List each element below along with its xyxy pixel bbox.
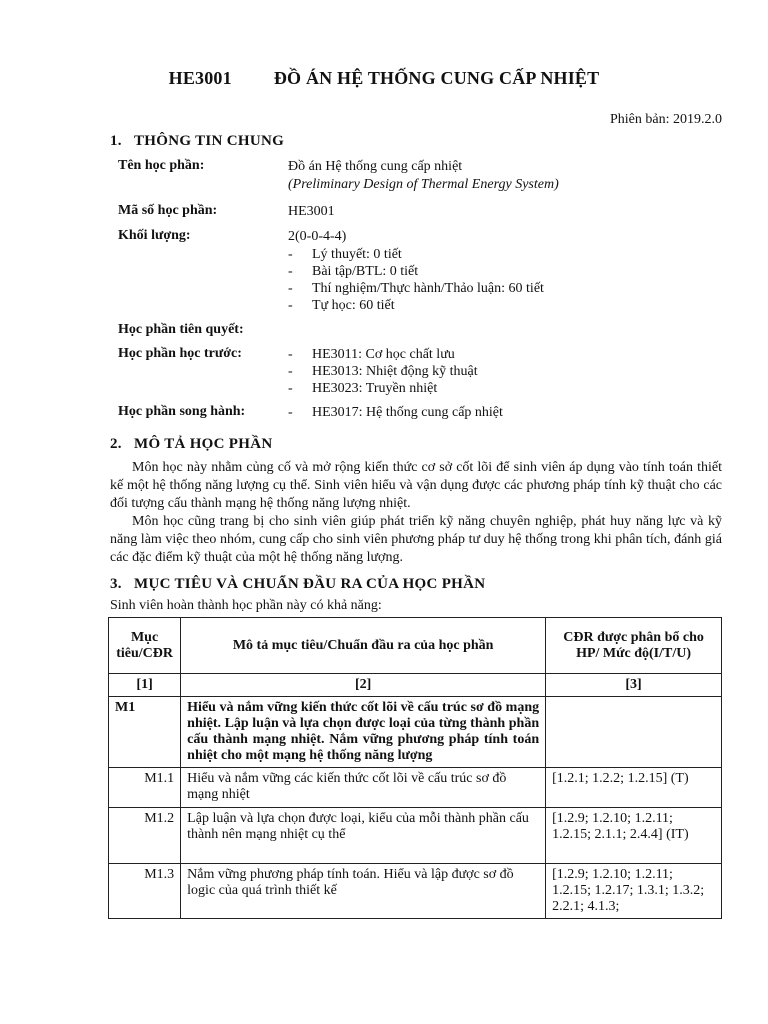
table-row xyxy=(109,864,722,919)
objective-mapping: [1.2.1; 1.2.2; 1.2.15] (T) xyxy=(546,768,722,808)
objective-mapping xyxy=(546,697,722,768)
section-2-heading xyxy=(110,436,273,453)
table-row xyxy=(109,768,722,808)
field-value: HE3001 xyxy=(288,204,335,219)
workload-value: 2(0-0-4-4) xyxy=(288,229,347,244)
list-item: - HE3013: Nhiệt động kỹ thuật xyxy=(288,363,738,380)
objective-description: Hiểu và nắm vững kiến thức cốt lõi về cấu trúc sơ đồ mạng nhiệt. Lập luận và lựa chọn được loại của từng thành phần cấu thành mạng nhiệt. Nắm vững phương pháp tính toán nhiệt cho một mạng hệ thống năng lượng xyxy=(181,697,546,768)
objective-code: M1.2 xyxy=(109,808,181,864)
field-value xyxy=(288,158,738,193)
column-header-code: Mục tiêu/CĐR xyxy=(109,618,181,674)
list-item: - Bài tập/BTL: 0 tiết xyxy=(288,263,738,280)
list-item: - Tự học: 60 tiết xyxy=(288,297,738,314)
section-number: 1. xyxy=(110,133,122,149)
field-label: Khối lượng: xyxy=(118,228,191,243)
workload-list xyxy=(288,246,738,314)
section-title: MÔ TẢ HỌC PHẦN xyxy=(134,436,273,452)
field-value xyxy=(288,404,738,421)
parallel-courses-list xyxy=(288,404,738,421)
course-name: Đồ án Hệ thống cung cấp nhiệt xyxy=(288,159,463,174)
objective-description: Hiểu và nắm vững các kiến thức cốt lõi về cấu trúc sơ đồ mạng nhiệt xyxy=(181,768,546,808)
field-label: Học phần song hành: xyxy=(118,404,246,419)
objective-code: M1.3 xyxy=(109,864,181,919)
field-label: Học phần học trước: xyxy=(118,346,242,361)
table-header-row xyxy=(109,618,722,674)
index-cell: [2] xyxy=(181,674,546,697)
objective-description: Nắm vững phương pháp tính toán. Hiểu và lập được sơ đồ logic của quá trình thiết kế xyxy=(181,864,546,919)
version-label: Phiên bản: 2019.2.0 xyxy=(610,112,722,127)
section-title: THÔNG TIN CHUNG xyxy=(134,133,285,149)
field-value xyxy=(288,228,738,314)
section-1-heading xyxy=(110,133,284,150)
description-paragraph-2: Môn học cũng trang bị cho sinh viên giúp phát triển kỹ năng chuyên nghiệp, phát huy năng lực và kỹ năng làm việc theo nhóm, cung cấp cho sinh viên phương pháp tư duy hệ thống trong khi phân tích, đánh giá các đặc điểm kỹ thuật của một hệ thống năng lượng. xyxy=(110,514,722,565)
section-intro: Sinh viên hoàn thành học phần này có khả năng: xyxy=(110,598,382,613)
objective-description: Lập luận và lựa chọn được loại, kiểu của mỗi thành phần cấu thành nên mạng nhiệt cụ thể xyxy=(181,808,546,864)
table-row xyxy=(109,808,722,864)
list-item: - HE3017: Hệ thống cung cấp nhiệt xyxy=(288,404,738,421)
course-title: ĐỒ ÁN HỆ THỐNG CUNG CẤP NHIỆT xyxy=(273,68,600,88)
section-number: 3. xyxy=(110,576,122,592)
column-header-description: Mô tả mục tiêu/Chuẩn đầu ra của học phần xyxy=(181,618,546,674)
section-number: 2. xyxy=(110,436,122,452)
section-title: MỤC TIÊU VÀ CHUẨN ĐẦU RA CỦA HỌC PHẦN xyxy=(134,576,486,592)
index-cell: [1] xyxy=(109,674,181,697)
field-label: Học phần tiên quyết: xyxy=(118,322,244,337)
objective-mapping: [1.2.9; 1.2.10; 1.2.11; 1.2.15; 1.2.17; 1.3.1; 1.3.2; 2.2.1; 4.1.3; xyxy=(546,864,722,919)
description-paragraph-1: Môn học này nhằm củng cố và mở rộng kiến thức cơ sở cốt lõi để sinh viên áp dụng vào tính toán thiết kế một hệ thống năng lượng cụ thể. Sinh viên hiểu và vận dụng được các phương pháp tính kỹ thuật cho các đối tượng cấu thành mạng hệ thống năng lượng nhiệt. xyxy=(110,460,722,511)
column-header-mapping: CĐR được phân bổ cho HP/ Mức độ(I/T/U) xyxy=(546,618,722,674)
field-label: Tên học phần: xyxy=(118,158,205,173)
table-index-row xyxy=(109,674,722,697)
prior-courses-list xyxy=(288,346,738,397)
objective-mapping: [1.2.9; 1.2.10; 1.2.11; 1.2.15; 2.1.1; 2.4.4] (IT) xyxy=(546,808,722,864)
index-cell: [3] xyxy=(546,674,722,697)
list-item: - Thí nghiệm/Thực hành/Thảo luận: 60 tiết xyxy=(288,280,738,297)
list-item: - Lý thuyết: 0 tiết xyxy=(288,246,738,263)
course-code-title: HE3001 xyxy=(168,68,232,88)
field-label: Mã số học phần: xyxy=(118,203,218,218)
section-3-heading xyxy=(110,576,485,593)
course-name-en: (Preliminary Design of Thermal Energy System) xyxy=(288,177,559,192)
outcomes-table xyxy=(108,617,722,919)
table-row xyxy=(109,697,722,768)
objective-code: M1 xyxy=(109,697,181,768)
list-item: - HE3023: Truyền nhiệt xyxy=(288,380,738,397)
objective-code: M1.1 xyxy=(109,768,181,808)
document-title xyxy=(0,68,768,89)
list-item: - HE3011: Cơ học chất lưu xyxy=(288,346,738,363)
field-value xyxy=(288,346,738,397)
